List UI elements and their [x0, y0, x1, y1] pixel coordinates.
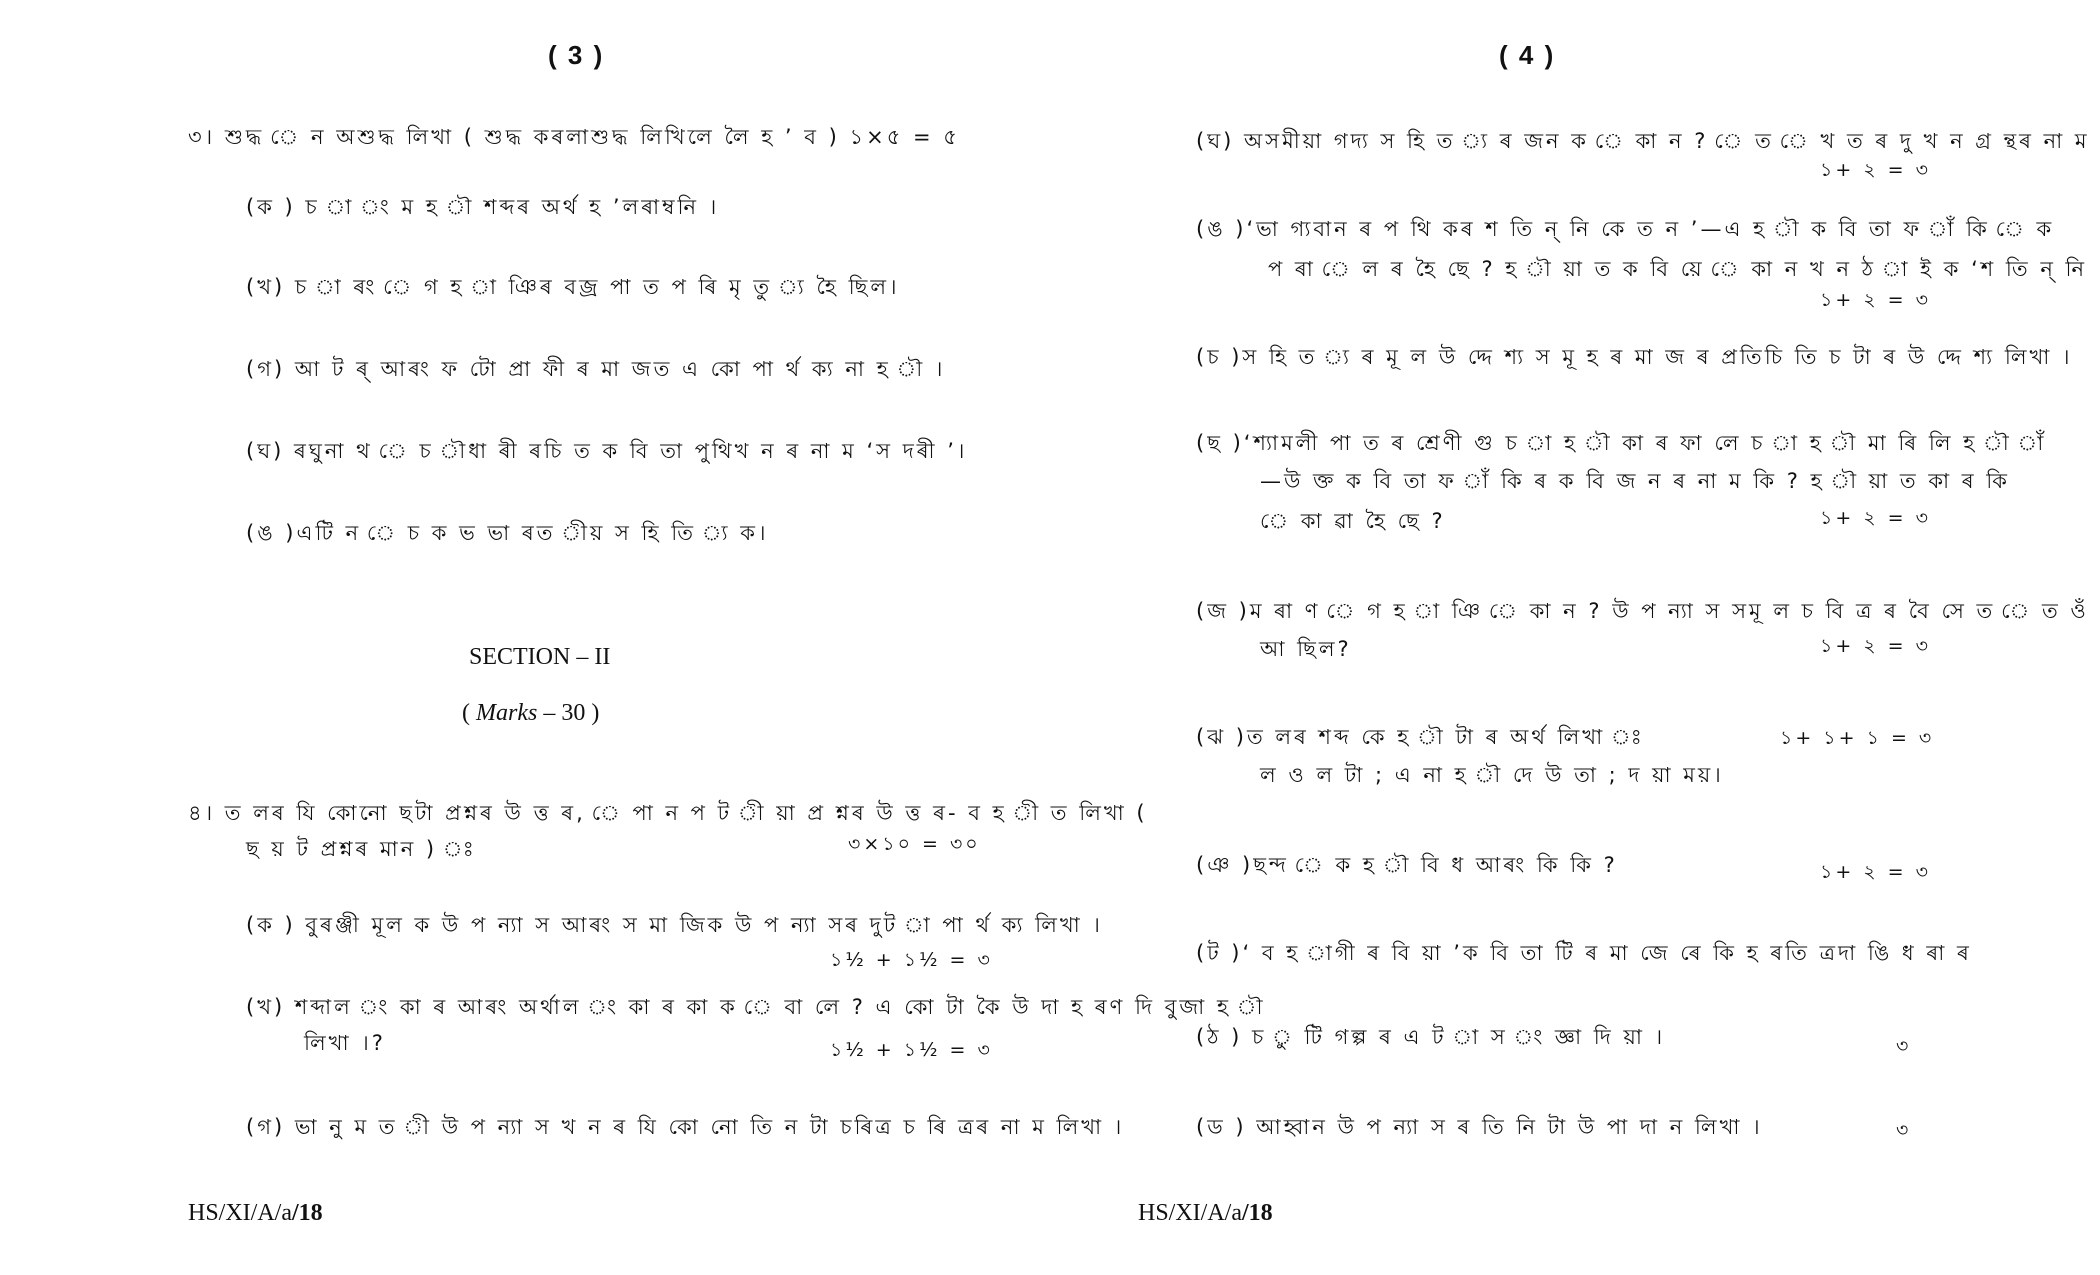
- item-da-marks: ৩: [1896, 1119, 1912, 1141]
- item-gha-marks: ১+ ২ = ৩: [1820, 159, 1931, 181]
- footer-code: HS/XI/A/a: [1138, 1200, 1242, 1226]
- item-chha-line1: (ছ )‘শ্যামলী পা ত ৰ শ্ৰেণী গু চ া হ ৗ কা ৰ ফা লে চ া হ ৗ মা ৰি লি হ ৗ াঁ: [1196, 431, 2047, 455]
- q4-item-kha-marks: ১½ + ১½ = ৩: [830, 1039, 993, 1061]
- page-number-three: ( 3 ): [548, 40, 605, 70]
- q4-item-ga: (গ) ভা নু ম ত ী উ প ন্যা স খ ন ৰ যি কো নো তি ন টা চৰিত্ৰ চ ৰি ত্ৰৰ না ম লিখা ।: [246, 1115, 1125, 1139]
- footer-code: HS/XI/A/a: [188, 1200, 292, 1226]
- q3-item-ga: (গ) আ ট ৰ্ আৰং ফ টো প্ৰা ফী ৰ মা জত এ কো পা ৰ্থ ক্য না হ ৗ ।: [246, 357, 946, 381]
- marks-label: Marks: [476, 700, 538, 726]
- item-ja-line1: (জ )ম ৰা ণ ে গ হ া ঞি ে কা ন ? উ প ন্যা স সমূ ল চ বি ত্ৰ ৰ বৈ সে ত ে ত ওঁ: [1196, 599, 2089, 623]
- page-four: [1050, 0, 2100, 1275]
- footer-number: /18: [1242, 1200, 1273, 1226]
- item-nga-marks: ১+ ২ = ৩: [1820, 289, 1931, 311]
- item-cha-line1: (চ )স হি ত ্য ৰ মূ ল উ দ্দে শ্য স মূ হ ৰ মা জ ৰ প্ৰতিচি তি চ টা ৰ উ দ্দে শ্য লিখা ।: [1196, 345, 2073, 369]
- item-chha-marks: ১+ ২ = ৩: [1820, 507, 1931, 529]
- item-nga-line2: প ৰা ে ল ৰ হৈ ছে ? হ ৗ য়া ত ক বি য়ে ে কা ন খ ন ঠ া ই ক ‘শ তি ন্ নি: [1268, 257, 2088, 281]
- q4-item-kha: (খ) শব্দাল ং কা ৰ আৰং অৰ্থাল ং কা ৰ কা ক ে বা লে ? এ কো টা কৈ উ দা হ ৰণ দি বুজা হ ৗ: [246, 995, 1266, 1019]
- item-jha-line1: (ঝ )ত লৰ শব্দ কে হ ৗ টা ৰ অৰ্থ লিখা ঃ: [1196, 725, 1645, 749]
- item-chha-line2: —উ ক্ত ক বি তা ফ াঁ কি ৰ ক বি জ ন ৰ না ম কি ? হ ৗ য়া ত কা ৰ কি: [1260, 469, 2010, 493]
- q4-item-ka: (ক ) বুৰঞ্জী মূল ক উ প ন্যা স আৰং স মা জিক উ প ন্যা সৰ দুট া পা ৰ্থ ক্য লিখা ।: [246, 913, 1103, 937]
- question-4-line2: ছ য় ট প্ৰশ্নৰ মান ) ঃ: [246, 837, 477, 861]
- question-4-marks: ৩×১০ = ৩০: [848, 833, 981, 855]
- item-tha-marks: ৩: [1896, 1035, 1912, 1057]
- footer-right: [1138, 1200, 1273, 1227]
- item-jha-marks: ১+ ১+ ১ = ৩: [1780, 727, 1935, 749]
- marks-value: – 30 ): [543, 700, 600, 726]
- question-4-line1: ৪। ত লৰ যি কোনো ছটা প্ৰশ্নৰ উ ত্ত ৰ, ে পা ন প ট ী য়া প্ৰ শ্নৰ উ ত্ত ৰ- ব হ ী ত লিখা (: [188, 801, 1148, 825]
- item-tha-line1: (ঠ ) চ ু টি গল্প ৰ এ ট া স ং জ্ঞা দি য়া ।: [1196, 1025, 1666, 1049]
- q3-item-nga: (ঙ )এটি ন ে চ ক ভ ভা ৰত ীয় স হি তি ্য ক।: [246, 521, 769, 545]
- section-marks: [462, 700, 599, 727]
- item-nya-line1: (ঞ )ছন্দ ে ক হ ৗ বি ধ আৰং কি কি ?: [1196, 853, 1618, 877]
- marks-open-paren: (: [462, 700, 470, 726]
- question-3-heading: ৩। শুদ্ধ ে ন অশুদ্ধ লিখা ( শুদ্ধ কৰলাশুদ্ধ লিখিলে লৈ হ ’ ব ) ১×৫ = ৫: [188, 125, 960, 149]
- item-chha-line3: ে কা ৱা হৈ ছে ?: [1260, 509, 1446, 533]
- q3-item-ka: (ক ) চ া ং ম হ ৗ শব্দৰ অৰ্থ হ ’লৰাম্বনি ।: [246, 195, 720, 219]
- section-title: SECTION – II: [469, 644, 611, 670]
- q4-item-ka-marks: ১½ + ১½ = ৩: [830, 949, 993, 971]
- q3-item-kha: (খ) চ া ৰং ে গ হ া ঞিৰ বজ্ৰ পা ত প ৰি মৃ তু ্য হৈ ছিল।: [246, 275, 900, 299]
- item-gha-line1: (ঘ) অসমীয়া গদ্য স হি ত ্য ৰ জন ক ে কা ন ? ে ত ে খ ত ৰ দু খ ন গ্ৰ ন্থৰ না ম: [1196, 129, 2090, 153]
- item-nya-marks: ১+ ২ = ৩: [1820, 861, 1931, 883]
- item-ja-line2: আ ছিল?: [1260, 637, 1352, 661]
- q3-item-gha: (ঘ) ৰঘুনা থ ে চ ৗধা ৰী ৰচি ত ক বি তা পুথিখ ন ৰ না ম ‘স দৰী ’।: [246, 439, 968, 463]
- page-number-four: ( 4 ): [1499, 40, 1556, 70]
- item-jha-line2: ল ও ল টা ; এ না হ ৗ দে উ তা ; দ য়া ময়।: [1260, 763, 1724, 787]
- footer-number: /18: [292, 1200, 323, 1226]
- footer-left: [188, 1200, 323, 1227]
- item-ja-marks: ১+ ২ = ৩: [1820, 635, 1931, 657]
- item-ta-line1: (ট )‘ ব হ াগী ৰ বি য়া ’ক বি তা টি ৰ মা জে ৰে কি হ ৰতি ত্ৰদা ঙি ধ ৰা ৰ: [1196, 941, 1972, 965]
- item-da-line1: (ড ) আহ্বান উ প ন্যা স ৰ তি নি টা উ পা দা ন লিখা ।: [1196, 1115, 1763, 1139]
- item-nga-line1: (ঙ )‘ভা গ্যবান ৰ প থি কৰ শ তি ন্ নি কে ত ন ’—এ হ ৗ ক বি তা ফ াঁ কি ে ক: [1196, 217, 2055, 241]
- q4-item-kha-line2: লিখা ।?: [304, 1031, 386, 1055]
